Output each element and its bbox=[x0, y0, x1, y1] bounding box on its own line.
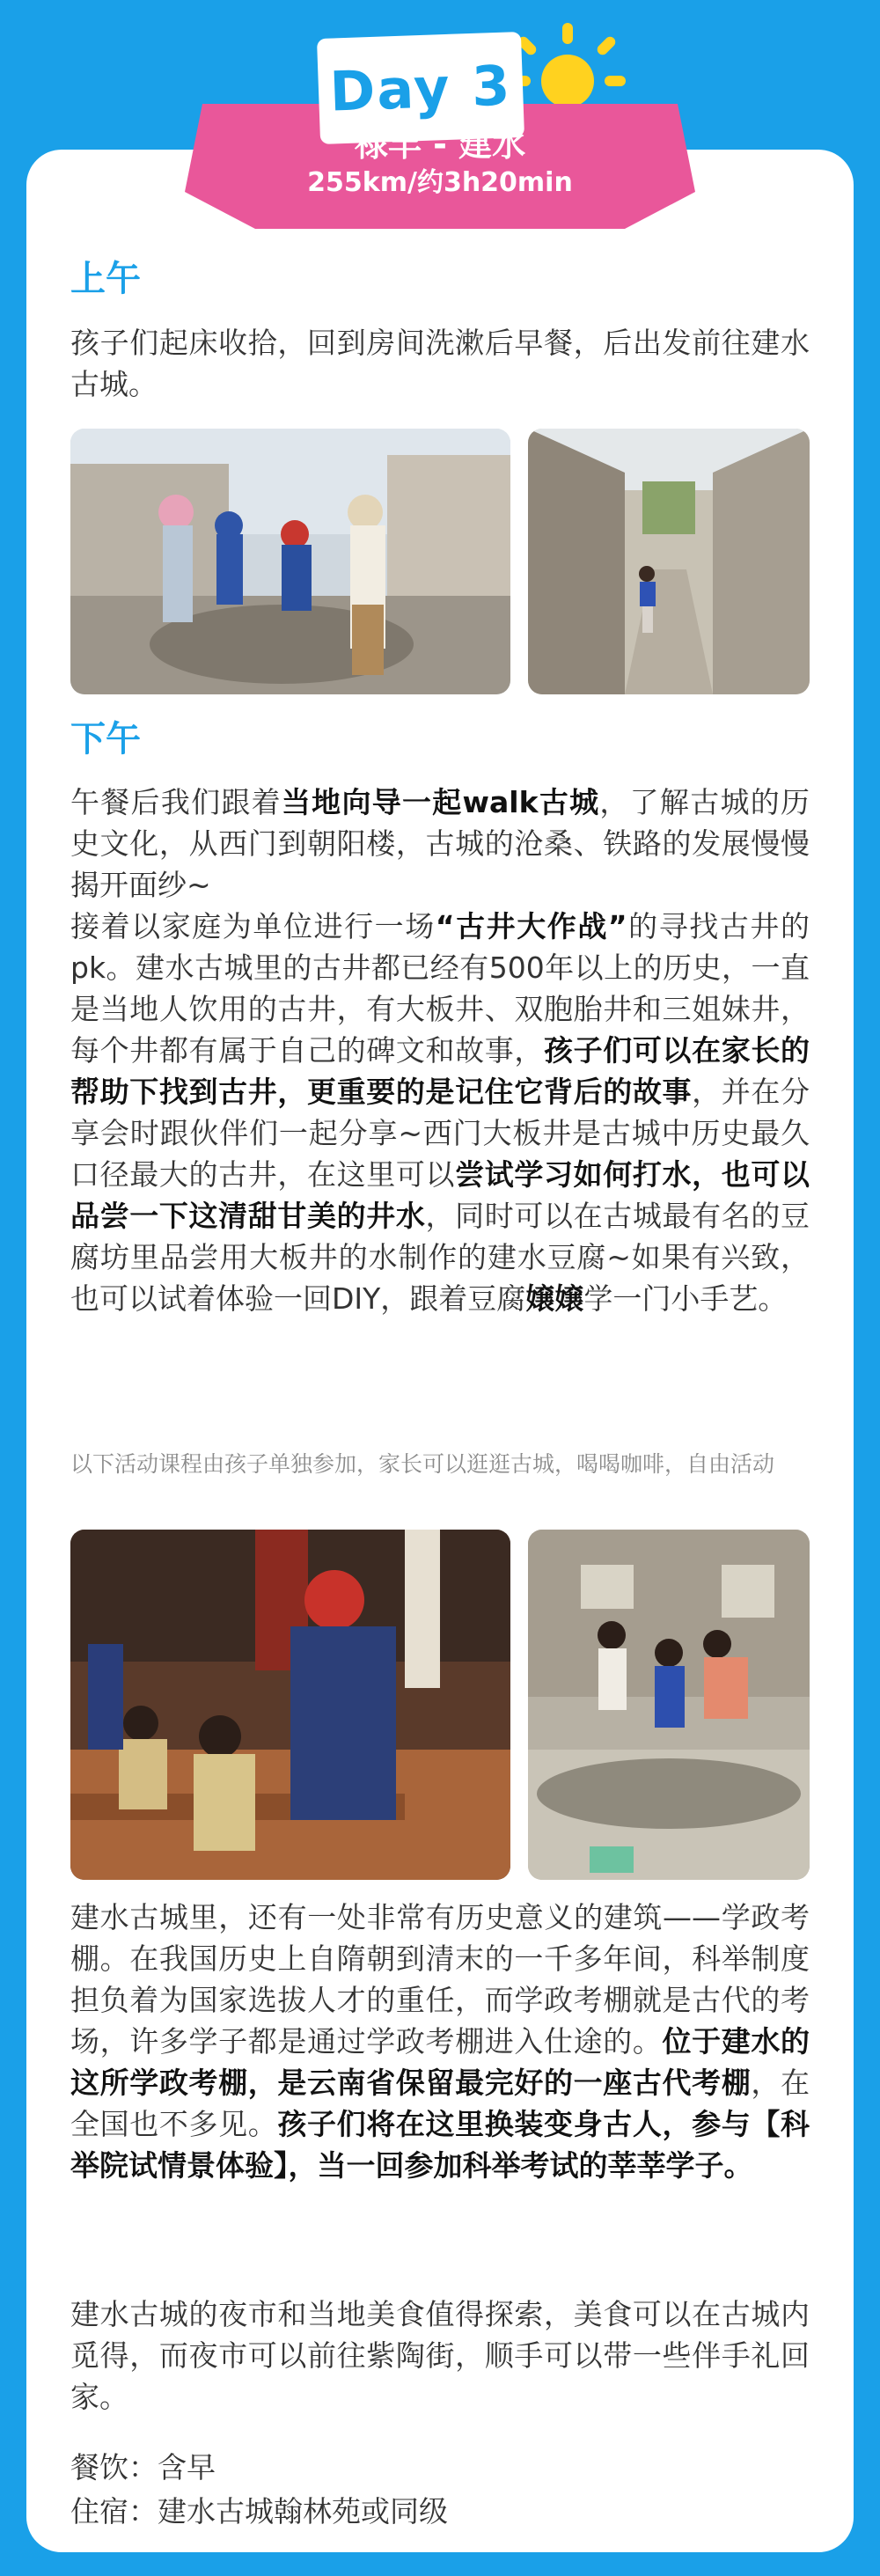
day-label: Day 3 bbox=[328, 52, 513, 124]
stay-info: 住宿：建水古城翰林苑或同级 bbox=[70, 2494, 448, 2528]
meal-info: 餐饮：含早 bbox=[70, 2450, 216, 2484]
photo-imperial-exam-costume bbox=[70, 1530, 510, 1880]
route-title: 禄丰 - 建水 bbox=[354, 125, 526, 164]
route-header bbox=[185, 123, 695, 201]
morning-title: 上午 bbox=[70, 259, 141, 299]
photo-child-running-alley bbox=[528, 429, 810, 694]
afternoon-title: 下午 bbox=[70, 719, 141, 760]
afternoon-paragraph-4: 建水古城的夜市和当地美食值得探索，美食可以在古城内觅得，而夜市可以前往紫陶街，顺手可以带一些伴手礼回家。 bbox=[70, 2297, 810, 2414]
morning-text: 孩子们起床收拾，回到房间洗漱后早餐，后出发前往建水古城。 bbox=[70, 326, 810, 401]
photo-kids-fetching-water bbox=[528, 1530, 810, 1880]
afternoon-paragraph-3: 建水古城里，还有一处非常有历史意义的建筑——学政考棚。在我国历史上自隋朝到清末的一千多年间，科举制度担负着为国家选拔人才的重任，而学政考棚就是古代的考场，许多学子都是通过学政考棚进入仕途的。位于建水的这所学政考棚，是云南省保留最完好的一座古代考棚，在全国也不多见。孩子们将在这里换装变身古人，参与【科举院试情景体验】，当一回参加科举考试的莘莘学子。 bbox=[70, 1900, 810, 2183]
afternoon-paragraph-1: 午餐后我们跟着当地向导一起walk古城，了解古城的历史文化，从西门到朝阳楼，古城的沧桑、铁路的发展慢慢揭开面纱~ bbox=[70, 785, 810, 902]
route-distance: 255km/约3h20min bbox=[307, 167, 573, 198]
afternoon-paragraph-2: 接着以家庭为单位进行一场“古井大作战”的寻找古井的pk。建水古城里的古井都已经有500年以上的历史，一直是当地人饮用的古井，有大板井、双胞胎井和三姐妹井，每个井都有属于自己的碑文和故事，孩子们可以在家长的帮助下找到古井，更重要的是记住它背后的故事，并在分享会时跟伙伴们一起分享~西门大板井是古城中历史最久口径最大的古井，在这里可以尝试学习如何打水，也可以品尝一下这清甜甘美的井水，同时可以在古城最有名的豆腐坊里品尝用大板井的水制作的建水豆腐~如果有兴致，也可以试着体验一回DIY，跟着豆腐嬢嬢学一门小手艺。 bbox=[70, 909, 810, 1316]
activity-note: 以下活动课程由孩子单独参加，家长可以逛逛古城，喝喝咖啡，自由活动 bbox=[70, 1451, 775, 1477]
photo-kids-at-well bbox=[70, 429, 510, 694]
